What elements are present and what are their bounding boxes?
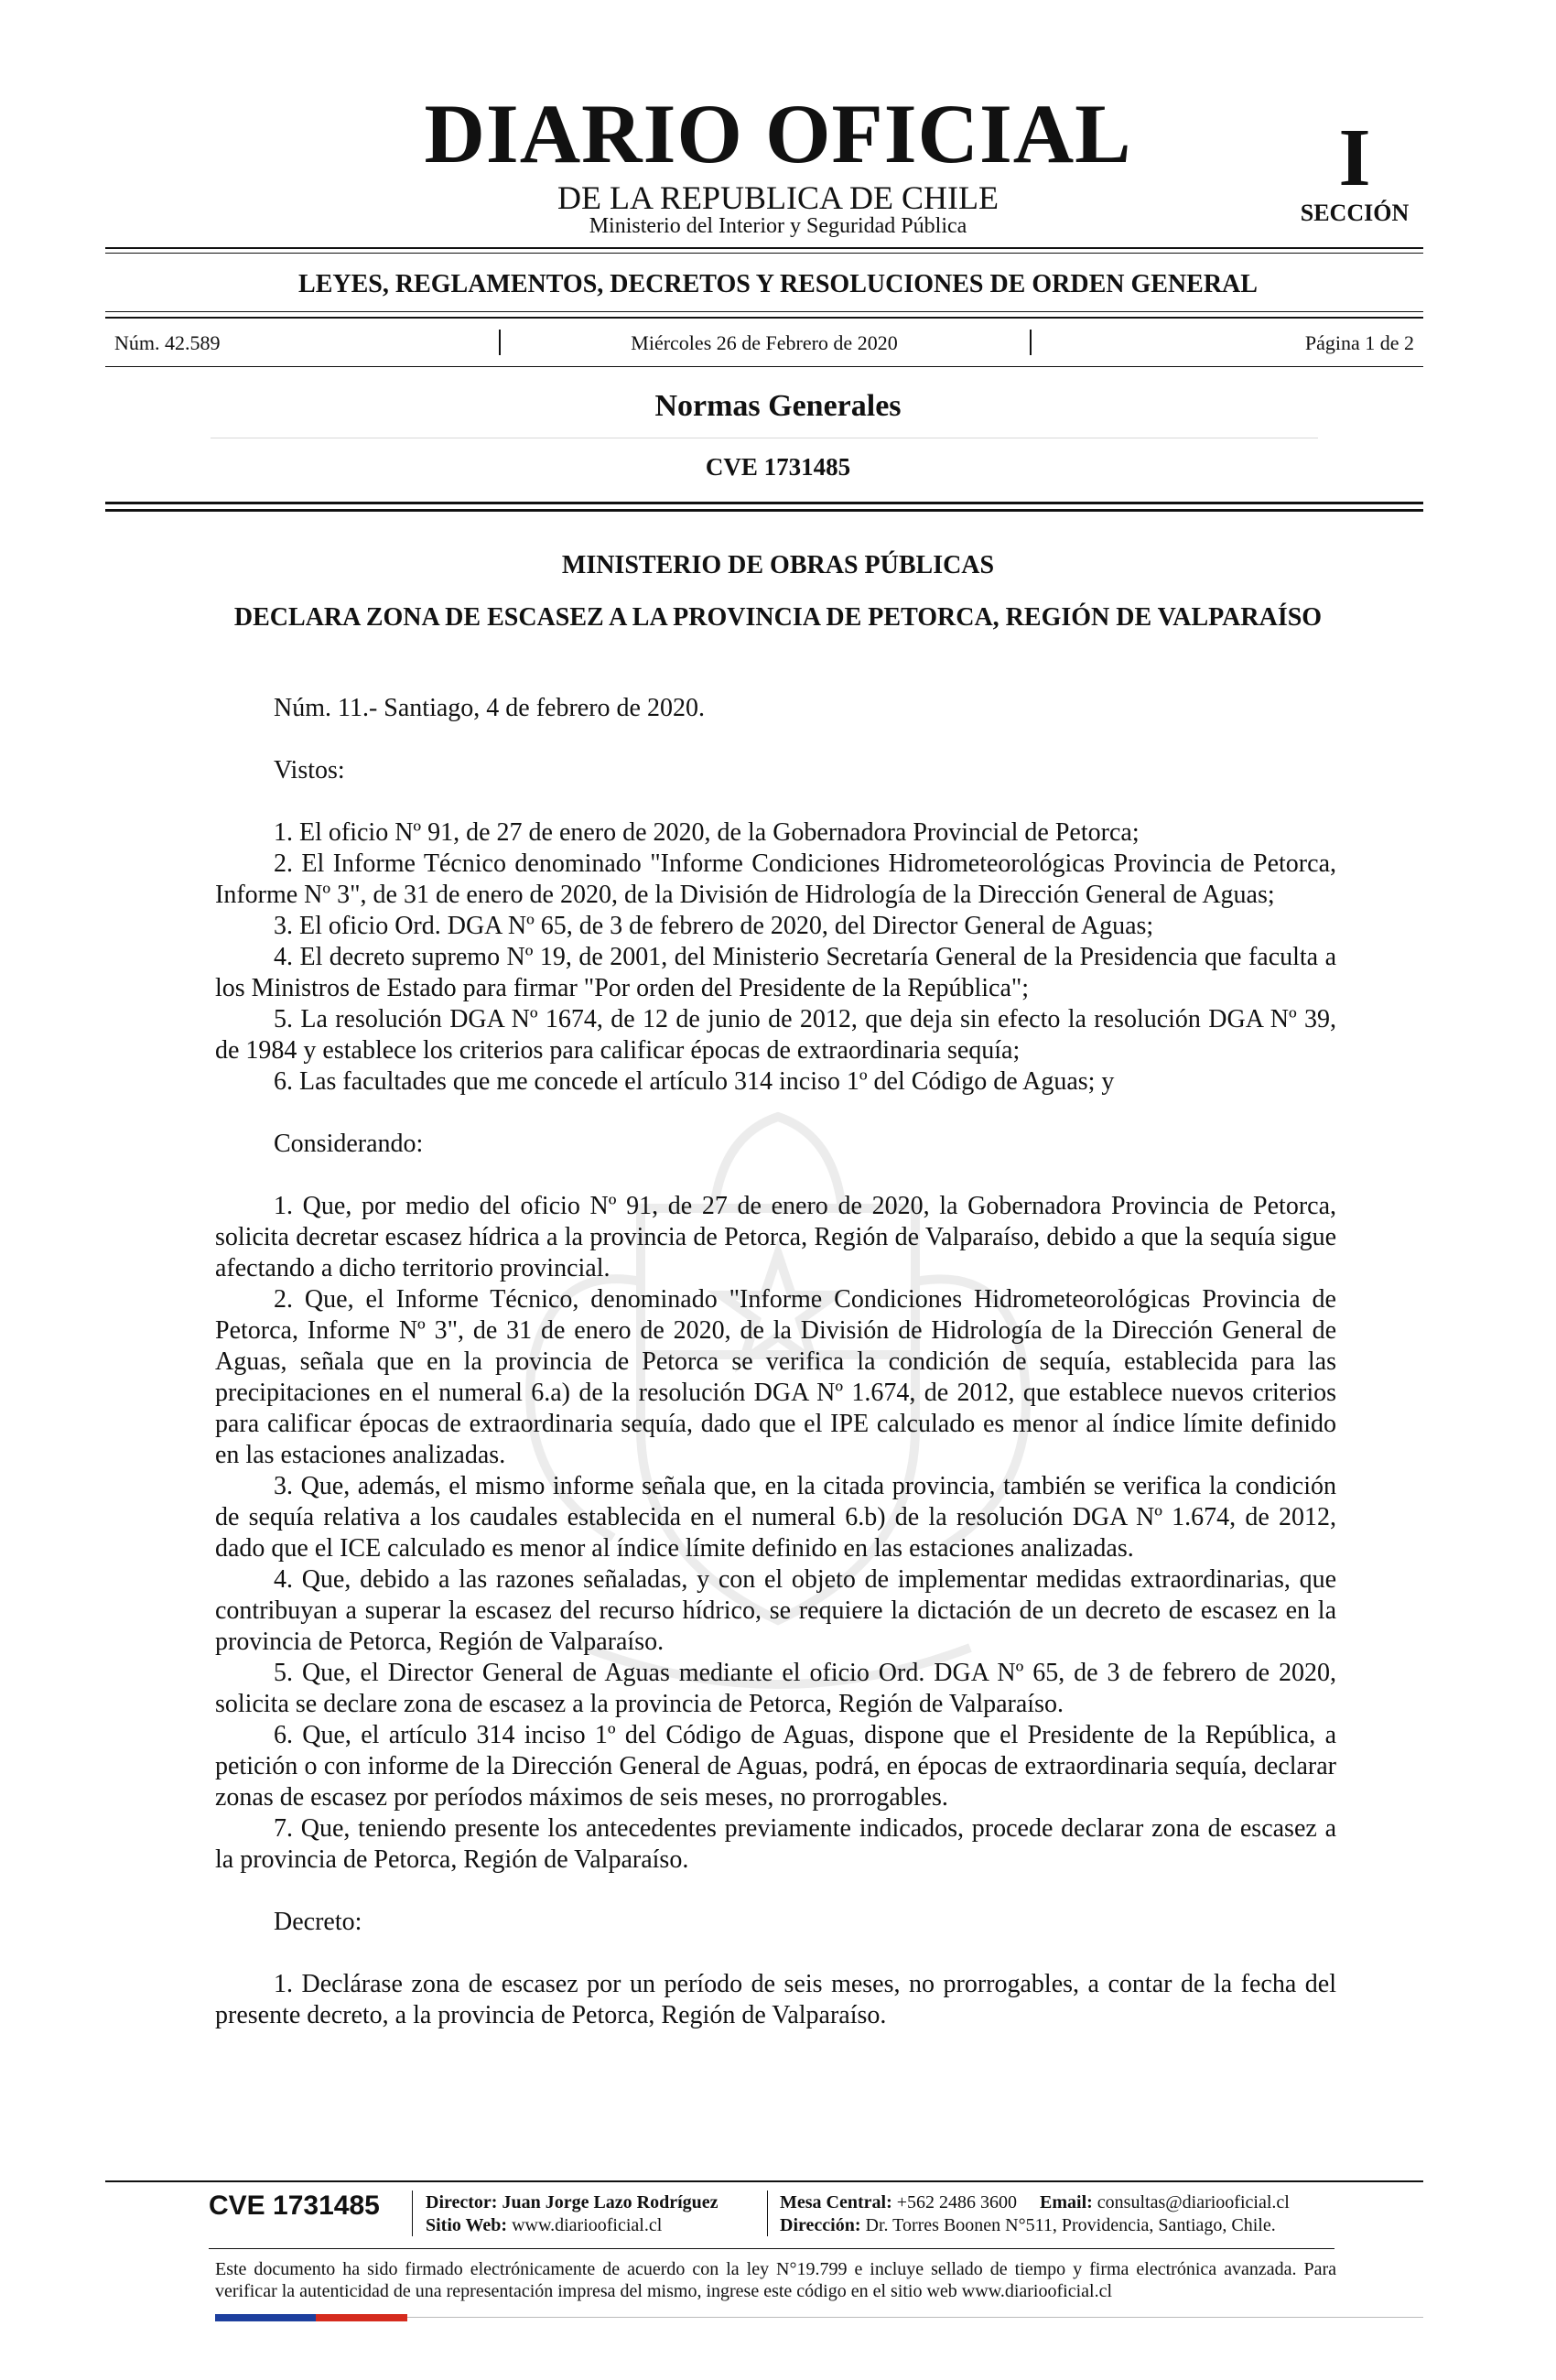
issuing-ministry: MINISTERIO DE OBRAS PÚBLICAS	[561, 551, 995, 579]
decree-number-line: Núm. 11.- Santiago, 4 de febrero de 2020.	[274, 694, 705, 722]
ministry-line: Ministerio del Interior y Seguridad Pública	[589, 214, 967, 238]
section-heading: Normas Generales	[654, 389, 902, 423]
footer-rule	[407, 2317, 1423, 2318]
header-rule	[105, 317, 1423, 319]
decreto-heading: Decreto:	[274, 1908, 362, 1936]
header-rule	[105, 247, 1423, 249]
email-label: Email:	[1040, 2192, 1093, 2212]
phone-label: Mesa Central:	[780, 2192, 892, 2212]
footer-rule	[209, 2248, 1334, 2249]
director-name: Juan Jorge Lazo Rodríguez	[502, 2192, 719, 2212]
director-label: Director:	[426, 2192, 498, 2212]
considerando-item: 2. Que, el Informe Técnico, denominado "Informe Condiciones Hidrometeorológicas Provincia de Petorca, Informe Nº 3", de 31 de enero de 2020, de la División de Hidrología de la Dirección General de Aguas, señala que en la provincia de Petorca se verifica la condición de sequía, establecida para las precipitaciones en el numeral 6.a) de la resolución DGA Nº 1.674, de 2012, que establece nuevos criterios para calificar épocas de extraordinaria sequía, dado que el IPE calculado es menor al índice límite definido en las estaciones analizadas.	[215, 1285, 1336, 1469]
vistos-item: 2. El Informe Técnico denominado "Informe Condiciones Hidrometeorológicas Provincia de Petorca, Informe Nº 3", de 31 de enero de 2020, de la División de Hidrología de la Dirección General de Aguas;	[215, 849, 1336, 909]
flag-stripe-blue	[215, 2314, 316, 2321]
separator	[767, 2191, 768, 2236]
newspaper-subtitle: DE LA REPUBLICA DE CHILE	[557, 179, 999, 216]
website-link[interactable]: www.diariooficial.cl	[512, 2215, 663, 2235]
header-rule	[105, 502, 1423, 504]
phone-number: +562 2486 3600	[896, 2192, 1018, 2212]
decree-body	[215, 693, 1336, 2031]
vistos-item: 6. Las facultades que me concede el artículo 314 inciso 1º del Código de Aguas; y	[274, 1067, 1115, 1096]
considerando-item: 6. Que, el artículo 314 inciso 1º del Código de Aguas, dispone que el Presidente de la República, a petición o con informe de la Dirección General de Aguas, podrá, en épocas de extraordinaria sequía, declarar zonas de escasez por períodos máximos de seis meses, no prorrogables.	[215, 1721, 1336, 1812]
email-link[interactable]: consultas@diariooficial.cl	[1097, 2192, 1290, 2212]
separator	[1030, 330, 1032, 355]
decree-title: DECLARA ZONA DE ESCASEZ A LA PROVINCIA DE PETORCA, REGIÓN DE VALPARAÍSO	[233, 603, 1323, 632]
issue-number: Núm. 42.589	[114, 331, 221, 354]
header-rule	[105, 311, 1423, 312]
vistos-item: 5. La resolución DGA Nº 1674, de 12 de junio de 2012, que deja sin efecto la resolución DGA Nº 39, de 1984 y establece los criterios para calificar épocas de extraordinaria sequía;	[215, 1005, 1336, 1065]
considerando-item: 4. Que, debido a las razones señaladas, y con el objeto de implementar medidas extraordinarias, que contribuyan a superar la escasez del recurso hídrico, se requiere la dictación de un decreto de escasez en la provincia de Petorca, Región de Valparaíso.	[215, 1565, 1336, 1656]
vistos-heading: Vistos:	[274, 756, 345, 784]
flag-stripe-red	[316, 2314, 407, 2321]
separator	[412, 2191, 413, 2236]
footer-director-info	[426, 2191, 719, 2237]
vistos-item: 4. El decreto supremo Nº 19, de 2001, del Ministerio Secretaría General de la Presidencia que faculta a los Ministros de Estado para firmar "Por orden del Presidente de la República";	[215, 943, 1336, 1002]
address-label: Dirección:	[780, 2215, 861, 2235]
category-banner: LEYES, REGLAMENTOS, DECRETOS Y RESOLUCIONES DE ORDEN GENERAL	[298, 270, 1258, 298]
footer-contact-info	[780, 2191, 1290, 2237]
footer-rule	[105, 2180, 1423, 2182]
section-number: I	[1338, 113, 1371, 203]
vistos-item: 3. El oficio Ord. DGA Nº 65, de 3 de febrero de 2020, del Director General de Aguas;	[274, 912, 1154, 940]
website-label: Sitio Web:	[426, 2215, 508, 2235]
address: Dr. Torres Boonen N°511, Providencia, Santiago, Chile.	[865, 2215, 1276, 2235]
considerando-heading: Considerando:	[274, 1130, 424, 1158]
considerando-item: 3. Que, además, el mismo informe señala que, en la citada provincia, también se verifica la condición de sequía relativa a los caudales establecida en el numeral 6.b) de la resolución DGA Nº 1.674, de 2012, dado que el ICE calculado es menor al índice límite definido en las estaciones analizadas.	[215, 1472, 1336, 1563]
header-rule	[105, 509, 1423, 512]
issue-info-bar	[105, 331, 1423, 359]
issue-date: Miércoles 26 de Febrero de 2020	[631, 331, 898, 354]
decreto-item: 1. Declárase zona de escasez por un período de seis meses, no prorrogables, a contar de la fecha del presente decreto, a la provincia de Petorca, Región de Valparaíso.	[215, 1970, 1336, 2029]
section-label: SECCIÓN	[1300, 200, 1410, 226]
footer-cve-code: CVE 1731485	[209, 2191, 380, 2221]
newspaper-title: DIARIO OFICIAL	[424, 87, 1132, 180]
cve-code: CVE 1731485	[705, 453, 851, 481]
considerando-item: 7. Que, teniendo presente los antecedentes previamente indicados, procede declarar zona de escasez a la provincia de Petorca, Región de Valparaíso.	[215, 1814, 1336, 1874]
header-rule	[105, 253, 1423, 254]
header-rule	[105, 366, 1423, 367]
signature-notice: Este documento ha sido firmado electrónicamente de acuerdo con la ley N°19.799 e incluye sellado de tiempo y firma electrónica avanzada. Para verificar la autenticidad de una representación impresa del mismo, ingrese este código en el sitio web www.diariooficial.cl	[215, 2259, 1336, 2301]
page-number: Página 1 de 2	[1304, 331, 1414, 354]
vistos-item: 1. El oficio Nº 91, de 27 de enero de 2020, de la Gobernadora Provincial de Petorca;	[274, 818, 1140, 847]
considerando-item: 1. Que, por medio del oficio Nº 91, de 27 de enero de 2020, la Gobernadora Provincia de Petorca, solicita decretar escasez hídrica a la provincia de Petorca, Región de Valparaíso, debido a que la sequía sigue afectando a dicho territorio provincial.	[215, 1192, 1336, 1282]
considerando-item: 5. Que, el Director General de Aguas mediante el oficio Ord. DGA Nº 65, de 3 de febrero de 2020, solicita se declare zona de escasez a la provincia de Petorca, Región de Valparaíso.	[215, 1659, 1336, 1718]
